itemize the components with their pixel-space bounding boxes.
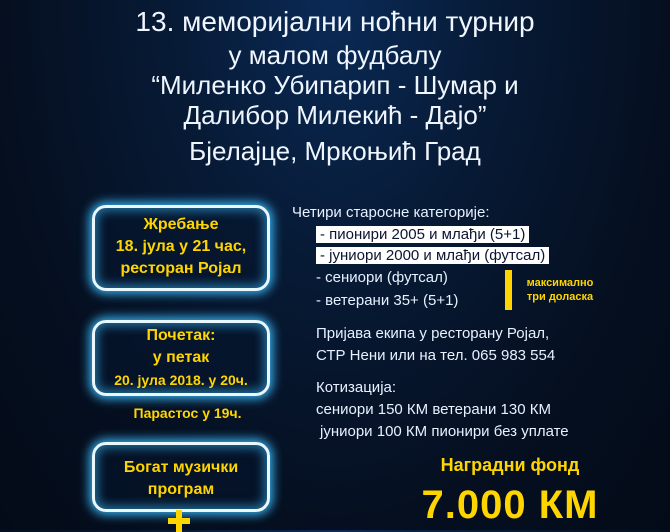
draw-card-line-1: Жребање: [143, 216, 219, 233]
fees-line-2: јуниори 100 КМ пионири без уплате: [320, 423, 569, 440]
category-item-2-text: - јуниори 2000 и млађи (футсал): [316, 247, 549, 264]
category-item-1: [316, 225, 529, 245]
plus-icon: [168, 510, 190, 532]
category-item-1-text: - пионири 2005 и млађи (5+1): [316, 226, 529, 243]
draw-card: [92, 205, 270, 291]
category-item-3: - сениори (футсал): [316, 269, 448, 286]
start-card-line-2: у петак: [152, 349, 210, 366]
header-line-5: Бјелајце, Мркоњић Град: [189, 136, 481, 166]
category-item-2: [316, 246, 549, 266]
music-card: [92, 442, 270, 512]
header-line-4: Далибор Милекић - Дајо”: [183, 100, 487, 130]
header-line-2: у малом фудбалу: [228, 40, 442, 70]
draw-card-line-3: ресторан Ројал: [120, 260, 242, 277]
fees-line-1: сениори 150 КМ ветерани 130 КМ: [316, 401, 551, 418]
music-card-line-1: Богат музички: [123, 459, 239, 476]
max-visits-note: [514, 276, 606, 304]
max-visits-note-line-1: максимално: [526, 277, 594, 289]
start-card-line-3: 20. јула 2018. у 20ч.: [114, 372, 248, 388]
categories-title: Четири старосне категорије:: [292, 204, 490, 221]
registration-line-1: Пријава екипа у ресторану Ројал,: [316, 325, 550, 342]
highlight-bar: [505, 270, 512, 310]
registration-line-2: СТР Нени или на тел. 065 983 554: [316, 347, 556, 364]
max-visits-note-line-2: три доласка: [526, 291, 594, 303]
start-card-line-1: Почетак:: [146, 327, 216, 344]
prize-fund-label: Наградни фонд: [440, 455, 580, 475]
draw-card-line-2: 18. јула у 21 час,: [115, 238, 247, 255]
memorial-service-note: Парастос у 19ч.: [133, 405, 242, 421]
start-card: [92, 320, 270, 396]
music-card-line-2: програм: [147, 481, 215, 498]
fees-title: Котизација:: [316, 379, 397, 396]
header-line-3: “Миленко Убипарип - Шумар и: [151, 70, 519, 100]
category-item-4: - ветерани 35+ (5+1): [316, 292, 459, 309]
prize-fund-amount: 7.000 КМ: [421, 483, 599, 527]
header-line-1: 13. меморијални ноћни турнир: [135, 6, 535, 37]
